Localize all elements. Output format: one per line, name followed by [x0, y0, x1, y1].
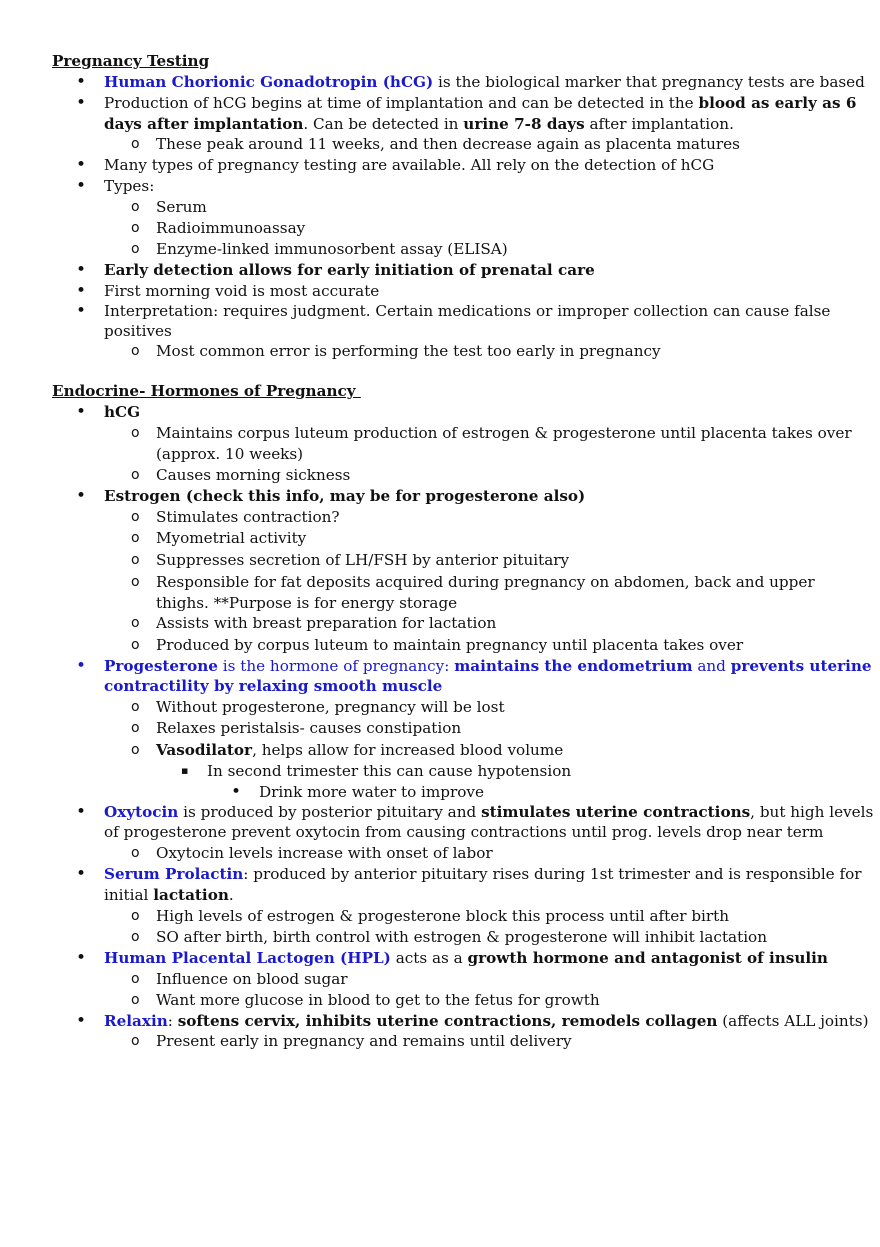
list-item: In second trimester this can cause hypotension [207, 762, 572, 780]
circle-marker: o [131, 467, 140, 483]
bullet-marker: • [76, 402, 87, 422]
list-item: Drink more water to improve [259, 783, 484, 801]
list-item-continuation: positives [104, 322, 172, 340]
section-heading-endocrine: Endocrine- Hormones of Pregnancy [52, 382, 361, 400]
list-item: Suppresses secretion of LH/FSH by anterior pituitary [156, 551, 570, 569]
term-hcg: Human Chorionic Gonadotropin (hCG) [104, 73, 434, 91]
list-item [104, 1011, 869, 1031]
list-item: Serum [156, 198, 207, 216]
text-run: : [167, 1012, 178, 1030]
list-item: Stimulates contraction? [156, 508, 340, 526]
list-item [156, 740, 563, 760]
circle-marker: o [131, 845, 140, 861]
list-item-continuation: of progesterone prevent oxytocin from causing contractions until prog. levels drop near term [104, 823, 824, 841]
text-run: prevents uterine [730, 657, 872, 675]
text-run: and [692, 657, 731, 675]
bullet-marker: • [76, 260, 87, 280]
list-item: Responsible for fat deposits acquired during pregnancy on abdomen, back and upper [156, 573, 815, 591]
text-run: is the biological marker that pregnancy tests are based [433, 73, 865, 91]
bullet-marker: • [76, 72, 87, 92]
text-run: stimulates uterine contractions [481, 803, 751, 821]
text-run: after implantation. [584, 115, 734, 133]
text-run: blood as early as 6 [698, 94, 857, 112]
list-item: High levels of estrogen & progesterone block this process until after birth [156, 907, 730, 925]
list-item: Enzyme-linked immunosorbent assay (ELISA) [156, 240, 508, 258]
list-item: Want more glucose in blood to get to the fetus for growth [156, 991, 600, 1009]
circle-marker: o [131, 992, 140, 1008]
text-run: lactation [153, 886, 229, 904]
bullet-marker: • [76, 802, 87, 822]
text-run: urine 7-8 days [463, 115, 585, 133]
circle-marker: o [131, 530, 140, 546]
circle-marker: o [131, 971, 140, 987]
list-item: Assists with breast preparation for lactation [156, 614, 497, 632]
list-item: Types: [104, 177, 155, 195]
list-item: Maintains corpus luteum production of estrogen & progesterone until placenta takes over [156, 424, 852, 442]
list-item [104, 802, 873, 822]
term-oxytocin: Oxytocin [104, 803, 179, 821]
list-item: Relaxes peristalsis- causes constipation [156, 719, 462, 737]
list-item [104, 656, 872, 676]
circle-marker: o [131, 929, 140, 945]
list-item: Radioimmunoassay [156, 219, 306, 237]
text-run: , helps allow for increased blood volume [252, 741, 564, 759]
circle-marker: o [131, 720, 140, 736]
list-item [104, 72, 865, 92]
circle-marker: o [131, 742, 140, 758]
text-run: maintains the endometrium [454, 657, 693, 675]
term-serum-prolactin: Serum Prolactin [104, 865, 244, 883]
text-run: is the hormone of pregnancy: [217, 657, 455, 675]
circle-marker: o [131, 425, 140, 441]
circle-marker: o [131, 552, 140, 568]
list-item: Myometrial activity [156, 529, 307, 547]
circle-marker: o [131, 574, 140, 590]
bullet-marker: • [231, 782, 242, 802]
bullet-marker: • [76, 176, 87, 196]
list-item-continuation [104, 114, 734, 134]
text-run: growth hormone and antagonist of insulin [467, 949, 828, 967]
bullet-marker: • [76, 93, 87, 113]
bullet-marker: • [76, 155, 87, 175]
circle-marker: o [131, 199, 140, 215]
circle-marker: o [131, 343, 140, 359]
term-progesterone: Progesterone [104, 657, 218, 675]
text-run: . [228, 886, 234, 904]
text-run: initial [104, 886, 154, 904]
list-item [104, 93, 856, 113]
list-item: Oxytocin levels increase with onset of labor [156, 844, 493, 862]
text-run: Production of hCG begins at time of implantation and can be detected in the [104, 94, 699, 112]
list-item: SO after birth, birth control with estrogen & progesterone will inhibit lactation [156, 928, 767, 946]
circle-marker: o [131, 1033, 140, 1049]
section-heading-pregnancy-testing: Pregnancy Testing [52, 52, 210, 70]
text-run: acts as a [390, 949, 468, 967]
circle-marker: o [131, 908, 140, 924]
text-run: Vasodilator [156, 741, 253, 759]
circle-marker: o [131, 136, 140, 152]
bullet-marker: • [76, 301, 87, 321]
list-item: Influence on blood sugar [156, 970, 348, 988]
text-run: . Can be detected in [303, 115, 464, 133]
text-run: , but high levels [750, 803, 874, 821]
list-item: Produced by corpus luteum to maintain pregnancy until placenta takes over [156, 636, 744, 654]
term-hpl: Human Placental Lactogen (HPL) [104, 949, 391, 967]
list-item: Interpretation: requires judgment. Certain medications or improper collection can cause false [104, 302, 831, 320]
list-item-continuation: (approx. 10 weeks) [156, 445, 304, 463]
square-marker: ▪ [181, 764, 189, 777]
bullet-marker: • [76, 948, 87, 968]
text-run: days after implantation [104, 115, 304, 133]
text-run: softens cervix, inhibits uterine contractions, remodels collagen [177, 1012, 718, 1030]
text-run: (affects ALL joints) [717, 1012, 869, 1030]
list-item-continuation: thighs. **Purpose is for energy storage [156, 594, 458, 612]
list-item: Without progesterone, pregnancy will be lost [156, 698, 505, 716]
list-item: Most common error is performing the test too early in pregnancy [156, 342, 661, 360]
list-item: Early detection allows for early initiation of prenatal care [104, 261, 595, 279]
bullet-marker: • [76, 486, 87, 506]
text-run: is produced by posterior pituitary and [178, 803, 482, 821]
bullet-marker: • [76, 1011, 87, 1031]
list-item [104, 948, 828, 968]
term-relaxin: Relaxin [104, 1012, 168, 1030]
text-run: : produced by anterior pituitary rises during 1st trimester and is responsible for [243, 865, 862, 883]
bullet-marker: • [76, 281, 87, 301]
list-item-continuation: contractility by relaxing smooth muscle [104, 677, 443, 695]
list-item-continuation [104, 885, 234, 905]
list-item [104, 864, 862, 884]
circle-marker: o [131, 509, 140, 525]
list-item: Estrogen (check this info, may be for progesterone also) [104, 487, 586, 505]
circle-marker: o [131, 699, 140, 715]
bullet-marker: • [76, 656, 87, 676]
list-item: First morning void is most accurate [104, 282, 380, 300]
list-item: Present early in pregnancy and remains until delivery [156, 1032, 572, 1050]
circle-marker: o [131, 220, 140, 236]
list-item: Causes morning sickness [156, 466, 351, 484]
circle-marker: o [131, 615, 140, 631]
list-item: These peak around 11 weeks, and then decrease again as placenta matures [156, 135, 740, 153]
circle-marker: o [131, 241, 140, 257]
bullet-marker: • [76, 864, 87, 884]
list-item: hCG [104, 403, 141, 421]
circle-marker: o [131, 637, 140, 653]
list-item: Many types of pregnancy testing are available. All rely on the detection of hCG [104, 156, 715, 174]
